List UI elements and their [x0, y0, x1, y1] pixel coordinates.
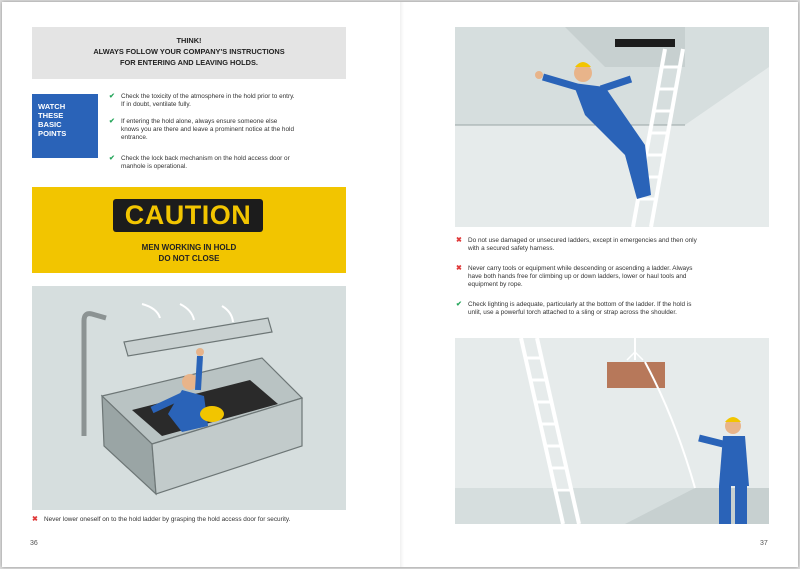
watch-line-2: THESE: [38, 111, 64, 120]
ladder-point-text: have both hands free for climbing up or down ladders, lower or haul tools and: [468, 273, 687, 281]
page-number-right: 37: [760, 540, 768, 547]
ladder-point-text: Do not use damaged or unsecured ladders, except in emergencies and then only: [468, 237, 697, 244]
page-number-left: 36: [30, 540, 38, 547]
ladder-point-text: equipment by rope.: [468, 281, 523, 289]
page-gutter: [400, 2, 404, 567]
think-box: [32, 27, 346, 79]
rope-haul-illustration: [455, 338, 769, 524]
cross-icon: ✖: [456, 265, 462, 272]
ladder-point-text: unlit, use a powerful torch attached to a sling or strap across the shoulder.: [468, 309, 677, 317]
ladder-point-text: with a secured safety harness.: [468, 245, 555, 253]
checklist-text: If entering the hold alone, always ensure someone else: [121, 118, 278, 125]
check-icon: ✔: [109, 93, 115, 100]
checklist-text: If in doubt, ventilate fully.: [121, 101, 191, 109]
checklist-item: [109, 155, 351, 171]
watch-line-4: POINTS: [38, 129, 67, 138]
ladder-point-text: Never carry tools or equipment while descending or ascending a ladder. Always: [468, 265, 693, 272]
ladder-fall-illustration: [455, 27, 769, 227]
ladder-point-text: Check lighting is adequate, particularly at the bottom of the ladder. If the hold is: [468, 301, 692, 308]
ladder-point: [456, 301, 778, 317]
check-icon: ✔: [109, 118, 115, 125]
caution-line-1: MEN WORKING IN HOLD: [141, 243, 237, 252]
watch-points-box: [32, 94, 98, 158]
check-icon: ✔: [109, 155, 115, 162]
checklist-text: manhole is operational.: [121, 163, 188, 171]
think-title: THINK!: [176, 36, 202, 45]
checklist-text: entrance.: [121, 134, 148, 142]
checklist-item: [109, 93, 351, 109]
checklist-text: Check the toxicity of the atmosphere in the hold prior to entry.: [121, 93, 295, 100]
checklist-text: Check the lock back mechanism on the hold access door or: [121, 155, 290, 162]
cross-icon: ✖: [456, 237, 462, 244]
think-line-1: ALWAYS FOLLOW YOUR COMPANY'S INSTRUCTIONS: [93, 47, 285, 56]
watch-line-1: WATCH: [38, 102, 66, 111]
ladder-point: [456, 265, 778, 290]
cross-icon: ✖: [32, 516, 38, 523]
ladder-point: [456, 237, 778, 253]
caution-word: CAUTION: [113, 199, 263, 232]
checklist-item: [109, 118, 351, 143]
caution-line-2: DO NOT CLOSE: [158, 254, 220, 263]
check-icon: ✔: [456, 301, 462, 308]
hatch-warning-text: Never lower oneself on to the hold ladder by grasping the hold access door for security.: [44, 516, 291, 523]
hatch-warning-note: [32, 516, 364, 524]
checklist-text: knows you are there and leave a prominent notice at the hold: [121, 126, 295, 134]
think-line-2: FOR ENTERING AND LEAVING HOLDS.: [120, 58, 258, 67]
hatch-illustration: [32, 286, 346, 510]
watch-line-3: BASIC: [38, 120, 62, 129]
caution-subtitle: [32, 242, 346, 264]
